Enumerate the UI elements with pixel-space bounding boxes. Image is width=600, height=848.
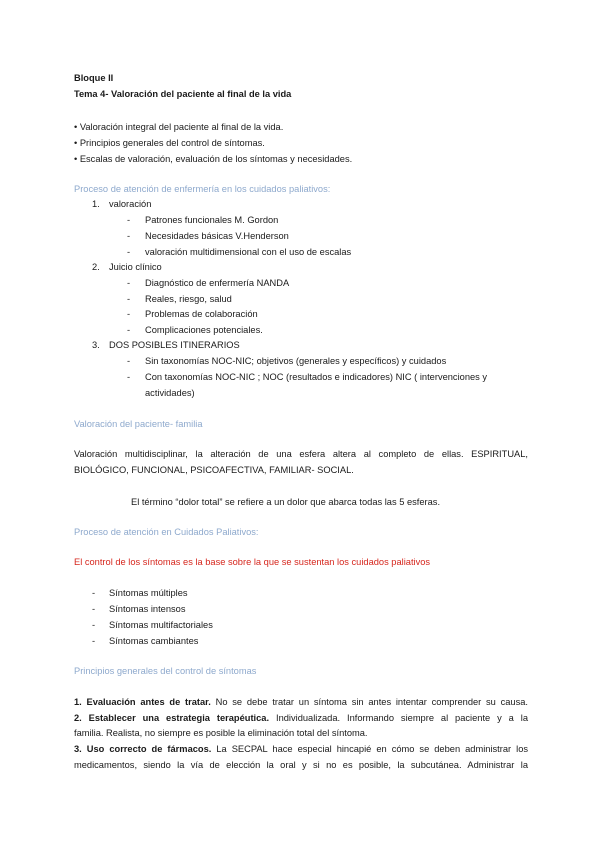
dash-bullet: - (127, 231, 131, 241)
total-pain-note: El término “dolor total” se refiere a un dolor que abarca todas las 5 esferas. (131, 497, 441, 507)
sub-item: Diagnóstico de enfermería NANDA (145, 278, 290, 288)
sub-item: Reales, riesgo, salud (145, 294, 232, 304)
dash-bullet: - (92, 588, 96, 598)
principle-2-continuation: familia. Realista, no siempre es posible la eliminación total del síntoma. (74, 728, 368, 738)
principle-3-text: La SECPAL hace especial hincapié en cómo se deben administrar los (211, 744, 529, 754)
sub-item: Patrones funcionales M. Gordon (145, 215, 279, 225)
symptom-item: Síntomas cambiantes (109, 636, 199, 646)
symptom-item: Síntomas intensos (109, 604, 186, 614)
symptom-item: Síntomas múltiples (109, 588, 188, 598)
principle-1-title: 1. Evaluación antes de tratar. (74, 697, 211, 707)
principle-3-title: 3. Uso correcto de fármacos. (74, 744, 212, 754)
principle-1-text: No se debe tratar un síntoma sin antes intentar comprender su causa. (210, 697, 528, 707)
principle-2-text: Individualizada. Informando siempre al paciente y a la (269, 713, 528, 723)
dash-bullet: - (92, 604, 96, 614)
list-number: 1. (92, 199, 100, 209)
block-label: Bloque II (74, 73, 114, 83)
sub-item: Sin taxonomías NOC-NIC; objetivos (generales y específicos) y cuidados (145, 356, 447, 366)
dash-bullet: - (92, 636, 96, 646)
principle-3 (74, 743, 528, 755)
sub-item: Necesidades básicas V.Henderson (145, 231, 289, 241)
sub-item: Con taxonomías NOC-NIC ; NOC (resultados e indicadores) NIC ( intervenciones y (145, 372, 488, 382)
dash-bullet: - (127, 325, 131, 335)
dash-bullet: - (127, 294, 131, 304)
topic-title: Tema 4- Valoración del paciente al final de la vida (74, 89, 292, 99)
highlight-statement: El control de los síntomas es la base sobre la que se sustentan los cuidados paliativos (74, 557, 431, 567)
dash-bullet: - (127, 215, 131, 225)
paragraph-line: BIOLÓGICO, FUNCIONAL, PSICOAFECTIVA, FAMILIAR- SOCIAL. (74, 465, 354, 475)
list-item-label: valoración (109, 199, 152, 209)
sub-item: valoración multidimensional con el uso de escalas (145, 247, 352, 257)
sub-item: Problemas de colaboración (145, 309, 258, 319)
dash-bullet: - (127, 372, 131, 382)
section-heading-nursing-process: Proceso de atención de enfermería en los cuidados paliativos: (74, 184, 331, 194)
paragraph-line: Valoración multidisciplinar, la alteración de una esfera altera al completo de ellas. ESPIRITUAL, (74, 449, 528, 459)
list-number: 2. (92, 262, 100, 272)
principle-2 (74, 712, 528, 724)
objective-item: • Valoración integral del paciente al final de la vida. (74, 122, 284, 132)
section-heading-symptom-principles: Principios generales del control de síntomas (74, 666, 257, 676)
principle-3-continuation: medicamentos, siendo la vía de elección la oral y si no es posible, la subcutánea. Administrar la (74, 760, 528, 770)
section-heading-patient-family: Valoración del paciente- familia (74, 419, 203, 429)
sub-item-continuation: actividades) (145, 388, 195, 398)
principle-2-title: 2. Establecer una estrategia terapéutica. (74, 713, 270, 723)
symptom-item: Síntomas multifactoriales (109, 620, 213, 630)
dash-bullet: - (127, 356, 131, 366)
objective-item: • Principios generales del control de síntomas. (74, 138, 265, 148)
principle-1 (74, 696, 528, 708)
section-heading-palliative-care: Proceso de atención en Cuidados Paliativos: (74, 527, 259, 537)
dash-bullet: - (92, 620, 96, 630)
objective-item: • Escalas de valoración, evaluación de los síntomas y necesidades. (74, 154, 353, 164)
sub-item: Complicaciones potenciales. (145, 325, 263, 335)
list-number: 3. (92, 340, 100, 350)
list-item-label: DOS POSIBLES ITINERARIOS (109, 340, 240, 350)
dash-bullet: - (127, 278, 131, 288)
dash-bullet: - (127, 247, 131, 257)
list-item-label: Juicio clínico (109, 262, 162, 272)
dash-bullet: - (127, 309, 131, 319)
